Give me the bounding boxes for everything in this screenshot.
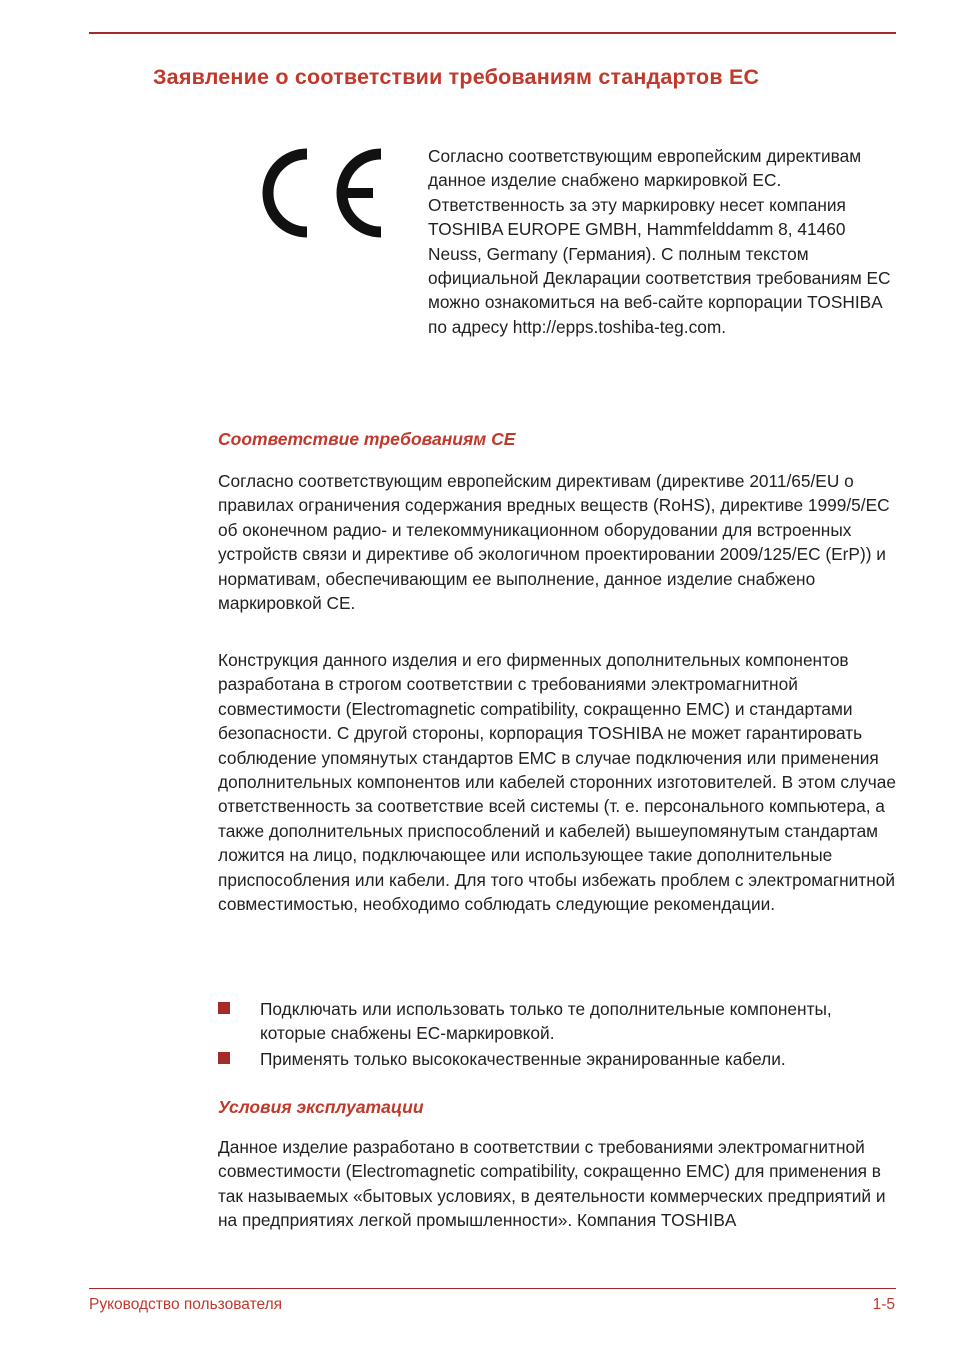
section-heading-operating-conditions: Условия эксплуатации [218, 1097, 424, 1117]
ce-declaration-text: Согласно соответствующим европейским директивам данное изделие снабжено маркировкой ЕС. Ответственность за эту маркировку несет компания TOSHIBA EUROPE GMBH, Hammfelddamm 8, 41460 Neuss, Germany (Германия). С полным текстом официальной Декларации соответствия требованиям ЕС можно ознакомиться на веб-сайте корпорации TOSHIBA по адресу http://epps.toshiba-teg.com. [428, 146, 891, 337]
list-item-text: Подключать или использовать только те дополнительные компоненты, которые снабжены EC-маркировкой. [260, 999, 832, 1044]
footer-manual-title: Руководство пользователя [89, 1296, 283, 1313]
list-item [218, 1047, 898, 1071]
ce-mark-logo [255, 148, 383, 238]
page-title: Заявление о соответствии требованиям стандартов ЕС [153, 65, 760, 89]
list-item-text: Применять только высококачественные экранированные кабели. [260, 1049, 786, 1070]
top-rule [89, 32, 896, 34]
bullet-square-icon [218, 1002, 230, 1014]
operating-conditions-paragraph: Данное изделие разработано в соответствии с требованиями электромагнитной совместимости (Electromagnetic compatibility, сокращенно EMC) для применения в так называемых «бытовых условиях, в деятельности коммерческих предприятий и на предприятиях легкой промышленности». Компания TOSHIBA [218, 1137, 886, 1231]
bullet-square-icon [218, 1052, 230, 1064]
bottom-rule [89, 1288, 896, 1289]
footer-page-number: 1-5 [872, 1296, 895, 1313]
section-heading-ce-compliance: Соответствие требованиям CE [218, 429, 516, 449]
emc-paragraph: Конструкция данного изделия и его фирменных дополнительных компонентов разработана в строгом соответствии с требованиями электромагнитной совместимости (Electromagnetic compatibility, сокращенно EMC) и стандартами безопасности. С другой стороны, корпорация TOSHIBA не может гарантировать соблюдение упомянутых стандартов EMC в случае подключения или применения дополнительных компонентов или кабелей сторонних изготовителей. В этом случае ответственность за соответствие всей системы (т. е. персонального компьютера, а также дополнительных приспособлений и кабелей) вышеупомянутым стандартам ложится на лицо, подключающее или использующее такие дополнительные приспособления или кабели. Для того чтобы избежать проблем с электромагнитной совместимостью, необходимо соблюдать следующие рекомендации. [218, 650, 897, 915]
list-item [218, 997, 898, 1046]
recommendations-list [218, 997, 898, 1073]
ce-compliance-paragraph: Согласно соответствующим европейским директивам (директиве 2011/65/EU о правилах ограничения содержания вредных веществ (RoHS), директиве 1999/5/EC об оконечном радио- и телекоммуникационном оборудовании для встроенных устройств связи и директиве об экологичном проектировании 2009/125/EC (ErP)) и нормативам, обеспечивающим ее выполнение, данное изделие снабжено маркировкой CE. [218, 471, 890, 614]
